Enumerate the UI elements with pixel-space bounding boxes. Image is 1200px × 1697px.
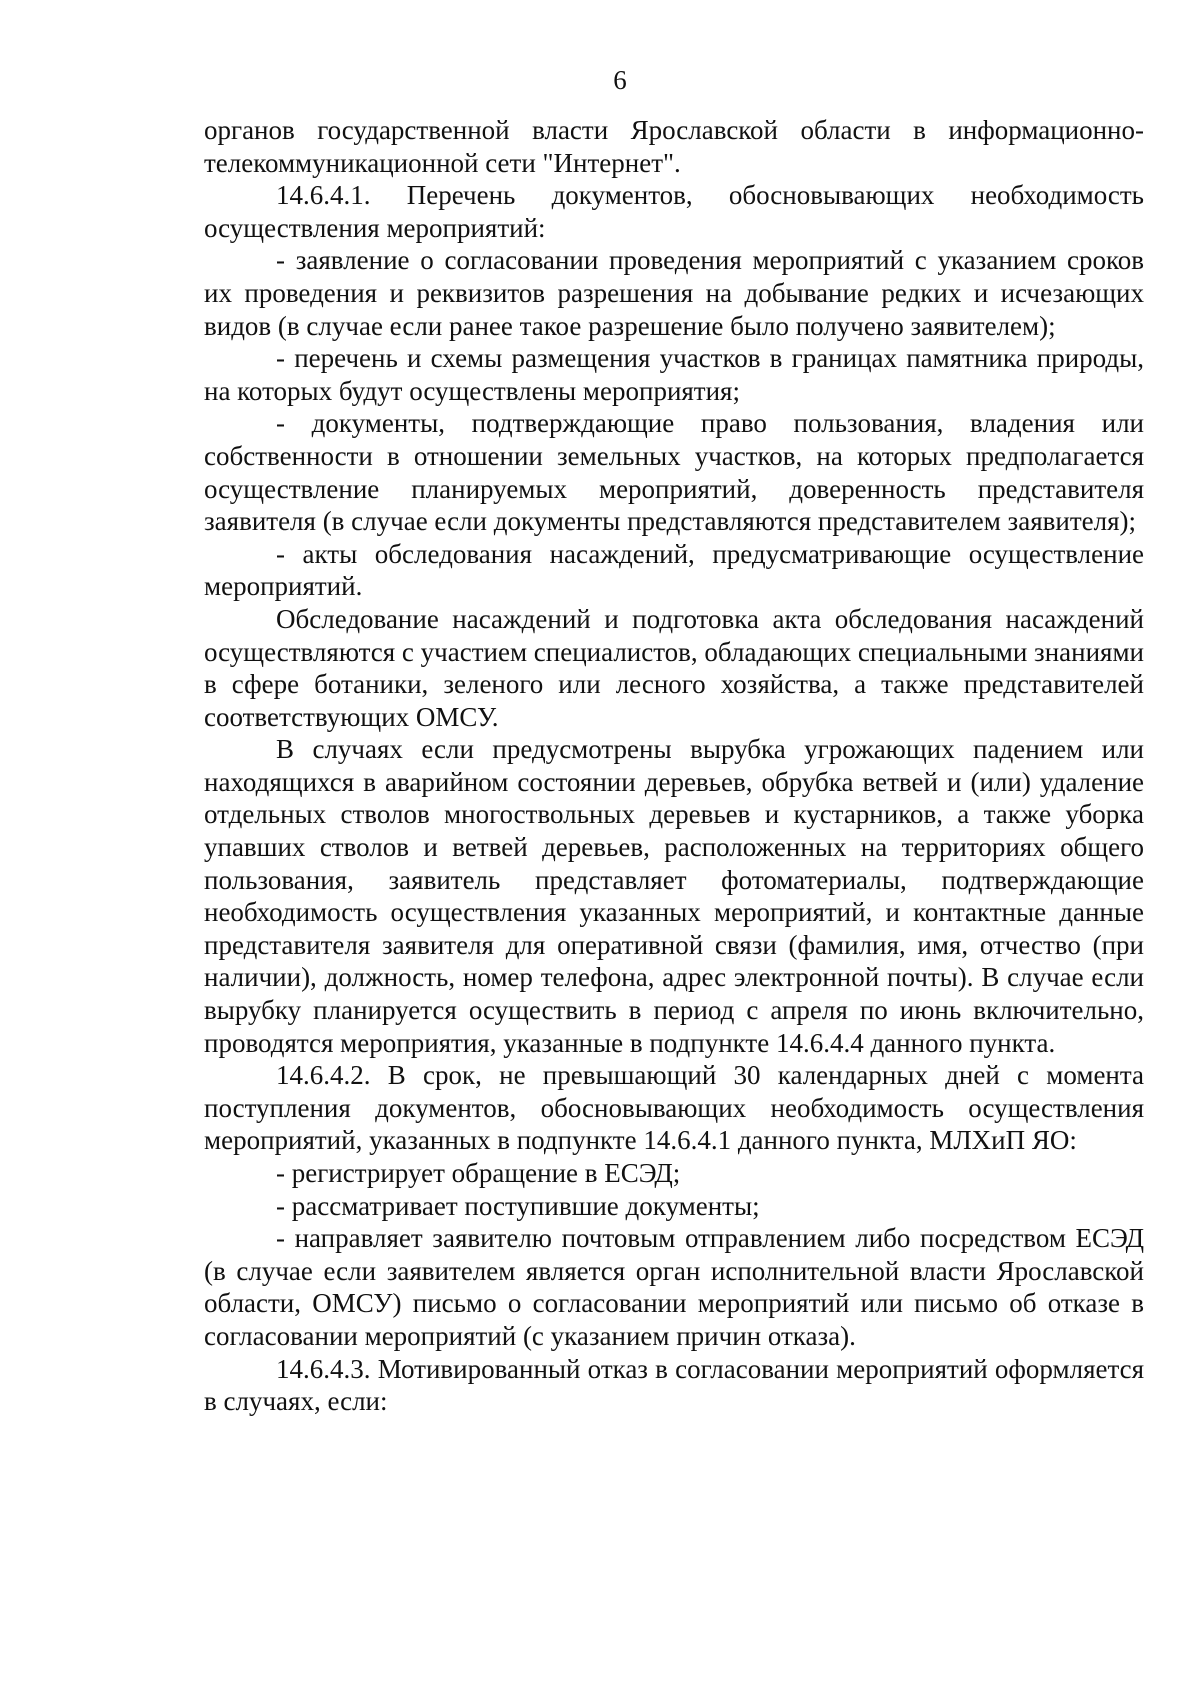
document-body bbox=[204, 114, 1144, 1418]
list-item-inspection-acts: - акты обследования насаждений, предусматривающие осуществление мероприятий. bbox=[204, 538, 1144, 602]
paragraph-14-6-4-1: 14.6.4.1. Перечень документов, обосновывающих необходимость осуществления мероприятий: bbox=[204, 180, 1144, 243]
paragraph-14-6-4-2: 14.6.4.2. В срок, не превышающий 30 календарных дней с момента поступления документов, обосновывающих необходимость осуществления мероприятий, указанных в подпункте 14.6.4.1 данного пункта, МЛХиП ЯО: bbox=[204, 1060, 1144, 1156]
page-number: 6 bbox=[613, 65, 627, 95]
list-item-site-schemes: - перечень и схемы размещения участков в границах памятника природы, на которых будут осуществлены мероприятия; bbox=[204, 343, 1144, 406]
list-item-send-letter: - направляет заявителю почтовым отправлением либо посредством ЕСЭД (в случае если заявителем является орган исполнительной власти Ярославской области, ОМСУ) письмо о согласовании мероприятий или письмо об отказе в согласовании мероприятий (с указанием причин отказа). bbox=[204, 1223, 1144, 1351]
paragraph-inspection: Обследование насаждений и подготовка акта обследования насаждений осуществляются с участием специалистов, обладающих специальными знаниями в сфере ботаники, зеленого или лесного хозяйства, а также представителей соответствующих ОМСУ. bbox=[204, 603, 1144, 732]
list-item-register: - регистрирует обращение в ЕСЭД; bbox=[276, 1158, 681, 1188]
list-item-application: - заявление о согласовании проведения мероприятий с указанием сроков их проведения и реквизитов разрешения на добывание редких и исчезающих видов (в случае если ранее такое разрешение было получено заявителем); bbox=[204, 245, 1144, 341]
list-item-review: - рассматривает поступившие документы; bbox=[276, 1190, 760, 1221]
paragraph-felling-cases: В случаях если предусмотрены вырубка угрожающих падением или находящихся в аварийном состоянии деревьев, обрубка ветвей и (или) удаление отдельных стволов многоствольных деревьев и кустарников, а также уборка упавших стволов и ветвей деревьев, расположенных на территориях общего пользования, заявитель представляет фотоматериалы, подтверждающие необходимость осуществления указанных мероприятий, и контактные данные представителя заявителя для оперативной связи (фамилия, имя, отчество (при наличии), должность, номер телефона, адрес электронной почты). В случае если вырубку планируется осуществить в период с апреля по июнь включительно, проводятся мероприятия, указанные в подпункте 14.6.4.4 данного пункта. bbox=[204, 734, 1144, 1058]
list-item-ownership-documents: - документы, подтверждающие право пользования, владения или собственности в отношении земельных участков, на которых предполагается осуществление планируемых мероприятий, доверенность представителя заявителя (в случае если документы представляются представителем заявителя); bbox=[204, 408, 1144, 537]
paragraph-14-6-4-3: 14.6.4.3. Мотивированный отказ в согласовании мероприятий оформляется в случаях, если: bbox=[204, 1353, 1144, 1417]
paragraph-continuation: органов государственной власти Ярославской области в информационно-телекоммуникационной сети "Интернет". bbox=[204, 115, 1144, 178]
